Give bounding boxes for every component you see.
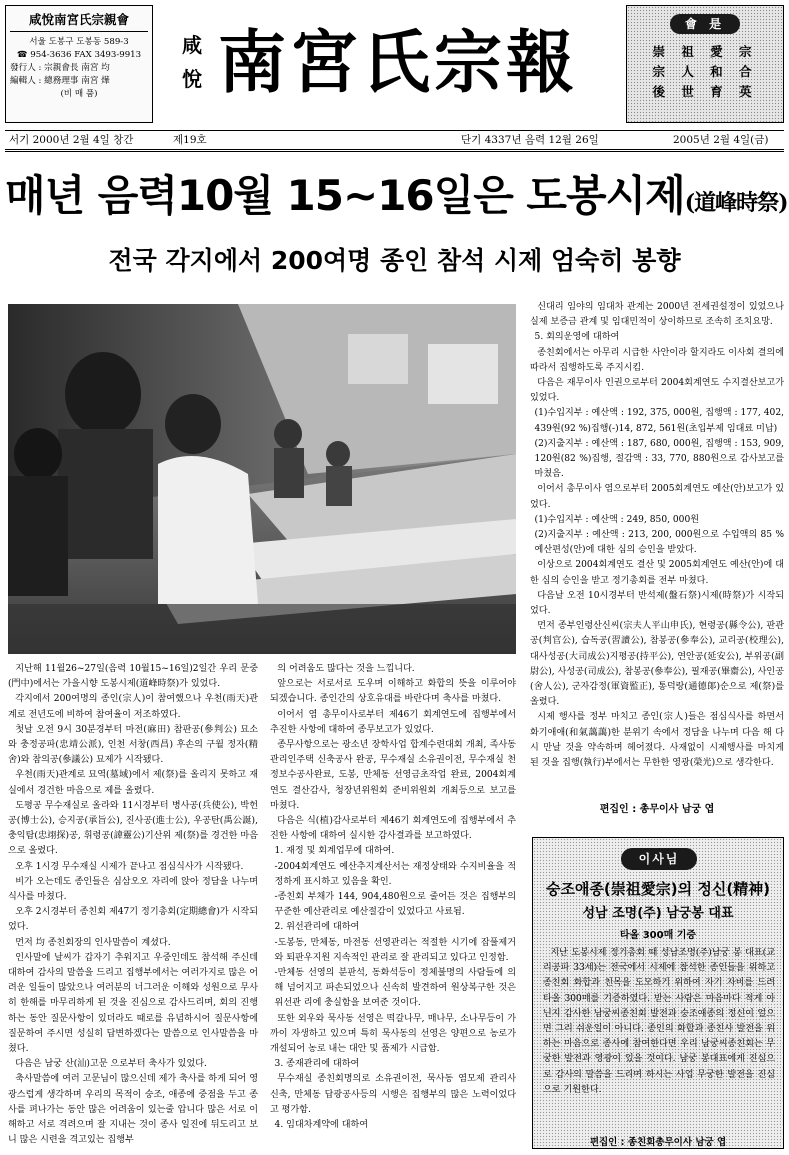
article-paragraph: 시제 행사를 정부 마치고 종인(宗人)들은 점심식사를 하면서 화기애애(和氣藹藹)한 분위기 속에서 정담을 나누며 다음 해 다시 만날 것을 약속하며 헤어졌다. 사재없이 시제행사를 마치게 된 것을 집행(執行)부에서는 무한한 영광(榮光)으로 생각한다. bbox=[530, 712, 784, 769]
article-paragraph: 지난해 11월26~27일(음력 10월15~16일)2일간 우리 문중(門中)에서는 가을시향 도봉시제(道峰時祭)가 있었다. bbox=[8, 664, 258, 690]
article-paragraph: 우천(雨天)관계로 묘역(墓域)에서 제(祭)를 올리지 못하고 재실에서 경건한 마음으로 제를 올렸다. bbox=[8, 770, 258, 796]
article-paragraph: 다음은 재무이사 인권으로부터 2004회계연도 수지결산보고가 있었다. bbox=[530, 378, 784, 404]
article-paragraph: 4. 임대차계약에 대하여 bbox=[274, 1120, 369, 1131]
sub-headline: 전국 각지에서 200여명 종인 참석 시제 엄숙히 봉향 bbox=[108, 246, 681, 275]
article-paragraph: (1)수입지부 : 예산액 : 249, 850, 000원 bbox=[534, 514, 700, 525]
article-paragraph: 이어서 염 총무이사로부터 제46기 회계연도에 집행부에서 추진한 사항에 대하여 종무보고가 있었다. bbox=[270, 709, 516, 735]
dateline-founded: 서기 2000년 2월 4일 창간 bbox=[9, 134, 134, 146]
dateline-lunar: 단기 4337년 음력 12월 26일 bbox=[461, 134, 599, 146]
sidebar-byline: 편집인 : 종친회총무이사 남궁 엽 bbox=[589, 1137, 727, 1148]
sidebar-title: 숭조애종(崇祖愛宗)의 정신(精神) bbox=[545, 880, 771, 898]
article-paragraph: 첫날 오전 9시 30분경부터 마전(麻田) 참판공(參判公) 묘소와 충정공파(忠靖公派), 인천 서창(西昌) 후손의 구월 정자(精舍)와 참의공(參議公) 묘제가 시작됐다. bbox=[8, 724, 258, 766]
credo-row-2: 宗 人 和 合 bbox=[652, 64, 758, 79]
article-paragraph: 다음은 남궁 산(汕)고문 으로부터 축사가 있었다. bbox=[15, 1059, 207, 1070]
article-paragraph: 앞으로는 서로서로 도우며 이해하고 화합의 뜻을 이루어야 되겠습니다. 종인간의 상호유대를 바란다며 축사를 마쳤다. bbox=[270, 679, 516, 705]
article-paragraph: 이상으로 2004회계연도 결산 및 2005회계연도 예산(안)에 대한 심의 승인을 받고 정기총회를 전부 마쳤다. bbox=[530, 560, 784, 586]
sidebar-tagline: 타올 300매 기증 bbox=[619, 930, 697, 941]
article-paragraph: 축사말씀에 여러 고문님이 많으신데 제가 축사를 하게 되어 영광스럽게 생각하며 우리의 목적이 숭조, 애종에 중점을 두고 종사를 펴나가는 동안 많은 어려움이 있는줄 압니다 많은 서로 이해하고 서로 격려으며 잘 지내는 것이 종사 일진에 뒤도리고 보니 많은 시련을 격고있는 집행부 bbox=[8, 1074, 258, 1146]
article-paragraph: 3. 종재관리에 대하여 bbox=[274, 1059, 360, 1070]
article-editor: 편집인 : 총무이사 남궁 엽 bbox=[599, 804, 715, 815]
article-paragraph: 비가 오는데도 종인들은 심삼오오 자리에 앉아 정담을 나누며 식사를 마쳤다. bbox=[8, 876, 258, 903]
photo-meeting-hall bbox=[8, 304, 516, 654]
article-paragraph: -도봉동, 만체동, 마전동 선영관리는 적절한 시기에 잡풀제거와 퇴판우지원 지속적인 관리로 잘 관리되고 있다고 인정함. bbox=[274, 937, 516, 963]
article-paragraph: 먼저 종부인령산신씨(宗夫人平山申氏), 현령공(縣令公), 판관공(判官公), 습독공(習讀公), 참봉공(參奉公), 교리공(校理公), 대사성공(大司成公)지평공(持平公), 연안공(延安公), 부위공(副尉公), 사성공(司成公), 참봉공(參奉公), 필재공(畢齋公), 사인공(舍人公), 군자감정(軍資監正), 통덕랑(通德郞)순으로 제(祭)를 올렸다. bbox=[530, 621, 784, 708]
article-paragraph: -2004회계연도 예산추지계산서는 재정상태와 수지비율을 적정하게 표시하고 있음을 확인. bbox=[274, 861, 516, 887]
article-paragraph: 먼저 均 종친회장의 인사말씀이 계셨다. bbox=[15, 937, 171, 948]
article-paragraph: 5. 회의운영에 대하여 bbox=[534, 332, 620, 343]
article-column-2 bbox=[270, 662, 516, 1152]
sidebar-badge: 이사님 bbox=[621, 848, 697, 870]
publisher-note: (비 매 품) bbox=[60, 89, 98, 99]
main-headline-text: 매년 음력10월 15~16일은 도봉시제 bbox=[5, 171, 685, 220]
main-headline-paren: (道峰時祭) bbox=[684, 190, 788, 216]
dateline-issue: 제19호 bbox=[173, 134, 207, 146]
masthead-title: 南宮氏宗報 bbox=[218, 23, 579, 103]
credo-row-1: 崇 祖 愛 宗 bbox=[652, 44, 758, 59]
dateline bbox=[5, 130, 784, 152]
credo-row-3: 後 世 育 英 bbox=[652, 84, 758, 99]
article-paragraph: 도평공 무수재실로 올라와 11시경부터 병사공(兵使公), 박헌공(博士公), 승지공(承旨公), 진사공(進士公), 우공탄(禹公誕), 충익탐(忠翊探)공, 휘령공(諱靈公)기산위 제(祭)를 경건한 마음으로 올렸다. bbox=[8, 800, 258, 857]
sidebar-body bbox=[543, 946, 775, 1098]
article-paragraph: 의 어려움도 많다는 것을 느낍니다. bbox=[277, 664, 415, 674]
article-paragraph: 다음은 식(植)감사로부터 제46기 회계연도에 집행부에서 추진한 사항에 대하여 실시한 감사결과를 보고하였다. bbox=[270, 816, 516, 842]
masthead-small-title bbox=[182, 28, 206, 96]
publisher-phone: ☎ 954-3636 FAX 3493-9913 bbox=[16, 50, 142, 60]
article-paragraph: 인사말에 날씨가 갑자기 추워지고 우중인데도 참석해 주신데 대하여 감사의 말씀을 드리고 집행부에서는 여러가지로 많은 어려운 일들이 많았으나 여러분의 너그러운 이해와 성원으로 무사히 한해를 마무리하게 된 것을 진심으로 감사드리며, 회의 진행하는 동안 질문사항이 있더라도 때로를 유념하시어 질문사항에 질문하여 주시면 성실히 답변하겠다는 말씀으로 인사말씀을 마쳤다. bbox=[8, 952, 258, 1055]
publisher-editor: 編輯人 : 總務理事 南宮 燁 bbox=[10, 76, 110, 86]
article-paragraph: (1)수입지부 : 예산액 : 192, 375, 000원, 집행액 : 177, 402, 439원(92 %)집행(-)14, 872, 561원(초입부제 임대료 미납) bbox=[534, 408, 784, 434]
publisher-box bbox=[5, 5, 153, 123]
credo-label: 會 是 bbox=[670, 14, 740, 34]
article-paragraph: (2)지출지부 : 예산액 : 187, 680, 000원, 집행액 : 153, 909, 120원(82 %)집행, 절감액 : 33, 770, 880원으로 감사보고를 마쳤음. bbox=[534, 438, 784, 480]
article-paragraph: 오후 2시경부터 종친회 제47기 정기총회(定期總會)가 시작되었다. bbox=[8, 907, 258, 933]
article-paragraph: 오후 1시경 무수재실 시제가 끝나고 점심식사가 시작됐다. bbox=[15, 861, 244, 872]
sidebar-box bbox=[532, 837, 784, 1149]
article-paragraph: 1. 재정 및 회계업무에 대하여. bbox=[274, 846, 395, 857]
article-column-3 bbox=[530, 300, 784, 808]
article-paragraph: 다음날 오전 10시경부터 반석제(盤石祭)시제(時祭)가 시작되었다. bbox=[530, 590, 784, 617]
credo-box bbox=[626, 5, 784, 123]
article-paragraph: 2. 위선관리에 대하여 bbox=[274, 922, 360, 933]
article-paragraph: -만체동 선영의 분판석, 동화석등이 정체불명의 사람들에 의해 넘어지고 파손되었으나 신속히 발견하여 원상복구한 것은 위선관 리에 충실함을 보여준 것이다. bbox=[274, 968, 516, 1009]
sidebar-body-text: 지난 도봉시제 정기총회 때 성남조명(주)남궁 봉 대표(교리공파 33세)는 전국에서 시제에 참석한 종인들을 위하고 종친회 화합과 친목을 도모하기 위하여 자기 자비를 드려 타올 300매를 기증하였다. 받는 사람은 마음마다 적게 아닌지 감사한 남궁씨종친회 발전과 숭조애종의 정신이 얼으면 그리 쉬운일이 아니다. 종인의 화합과 종친사 발전을 위하는 마음으로 종사에 참여한다면 우리 남궁씨종친회는 무궁한 발전과 영광이 있을 것이다. 남궁 봉대표에게 진심으로 감사의 말씀을 드리며 하시는 사업 무궁한 발전을 진심으로 기원한다. bbox=[543, 948, 775, 1095]
masthead-small-2: 悅 bbox=[182, 67, 202, 91]
publisher-issuer: 發行人 : 宗親會長 南宮 均 bbox=[10, 63, 110, 73]
article-paragraph: 각지에서 200여명의 종인(宗人)이 참여했으나 우천(雨天)관계로 전년도에 비하여 참여율이 저조하였다. bbox=[8, 694, 258, 720]
main-headline bbox=[5, 170, 788, 229]
article-paragraph: 이어서 총무이사 염으로부터 2005회계연도 예산(안)보고가 있었다. bbox=[530, 484, 784, 510]
news-photo bbox=[8, 304, 516, 654]
sidebar-subtitle: 성남 조명(주) 남궁봉 대표 bbox=[582, 906, 734, 921]
publisher-name: 咸悅南宮氏宗親會 bbox=[10, 10, 148, 32]
article-column-1 bbox=[8, 662, 258, 1152]
publisher-address: 서울 도봉구 도봉동 589-3 bbox=[29, 37, 129, 47]
article-paragraph: (2)지출지부 : 예산액 : 213, 200, 000원으로 수입액의 85 % 예산편성(안)에 대한 심의 승인을 받았다. bbox=[534, 530, 784, 556]
dateline-date: 2005년 2월 4일(금) bbox=[673, 134, 769, 146]
article-paragraph: 신대리 임야의 임대차 관계는 2000년 전세권설정이 있었으나 실제 보증금 관계 및 임대민적이 상이하므로 조속히 조치요망. bbox=[530, 302, 784, 328]
article-paragraph: -종친회 부채가 144, 904,480원으로 줄어든 것은 집행부의 꾸준한 예산관리로 예산절감이 있었다고 사료됨. bbox=[274, 892, 516, 918]
article-paragraph: 종무사항으로는 광소년 장학사업 합계수련대회 개최, 족사동관리인주택 신축공사 완공, 무수재실 소유권이전, 무수재실 천정보수공사완료, 도봉, 만체동 선영금초작업 완료, 2004회계연도 결산감사, 청장년위원회 준비위원회 개최등으로 보고를 마쳤다. bbox=[270, 740, 516, 811]
masthead-small-1: 咸 bbox=[182, 33, 202, 57]
article-paragraph: 종친회에서는 아무리 시급한 사안이라 할지라도 이사회 결의에 따라서 집행하도록 주지시킴. bbox=[530, 347, 784, 373]
article-paragraph: 또한 외우와 묵사동 선영은 떡갈나무, 매나무, 소나무등이 가까이 자생하고 있으며 특히 묵사동의 선영은 양편으로 농로가 개설되어 농로 내는 대안 및 품제가 시급함. bbox=[270, 1013, 516, 1055]
article-paragraph: 무수재실 종친회명의로 소유권이전, 묵사동 염모제 관리사 신축, 만체동 답광공사등의 시행은 집행부의 많은 노력이었다고 평가함. bbox=[270, 1074, 516, 1115]
